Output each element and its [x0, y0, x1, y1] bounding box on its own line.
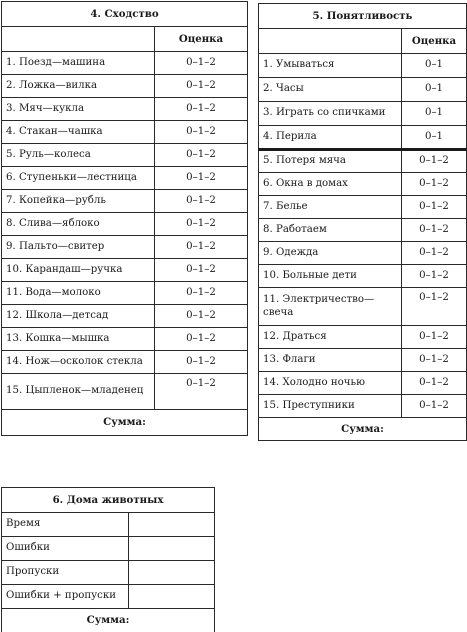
- item-score: 0–1–2: [155, 282, 248, 305]
- item-label: Ошибки + пропуски: [2, 585, 129, 609]
- item-score: 0–1–2: [402, 173, 467, 196]
- item-label: 4. Перила: [259, 126, 402, 150]
- sum-row: Сумма:: [259, 418, 467, 441]
- table-row: [259, 349, 467, 372]
- table-row: [2, 561, 215, 585]
- table-row: [259, 395, 467, 418]
- item-label: 14. Нож—осколок стекла: [2, 351, 155, 374]
- table-row: [2, 513, 215, 537]
- item-score: 0–1–2: [155, 259, 248, 282]
- item-score: 0–1–2: [155, 52, 248, 75]
- item-score: 0–1–2: [402, 326, 467, 349]
- table-row: [2, 328, 248, 351]
- table-row: [2, 75, 248, 98]
- sum-row: Сумма:: [2, 410, 248, 436]
- item-score: 0–1–2: [402, 349, 467, 372]
- table-row: [2, 190, 248, 213]
- table-row: [2, 305, 248, 328]
- table-row: [2, 259, 248, 282]
- item-score: 0–1–2: [402, 395, 467, 418]
- table-row: [2, 144, 248, 167]
- table-row: [259, 288, 467, 326]
- item-label: 6. Ступеньки—лестница: [2, 167, 155, 190]
- sum-row: Сумма:: [2, 609, 215, 632]
- item-label: Пропуски: [2, 561, 129, 585]
- item-label: 10. Карандаш—ручка: [2, 259, 155, 282]
- item-value: [129, 537, 215, 561]
- item-value: [129, 513, 215, 537]
- table-row: [259, 102, 467, 126]
- item-label: 12. Драться: [259, 326, 402, 349]
- table-row: [2, 537, 215, 561]
- table-row: [259, 78, 467, 102]
- item-score: 0–1–2: [155, 374, 248, 410]
- score-header: Оценка: [155, 27, 248, 52]
- table-row: [259, 150, 467, 173]
- table-row: [2, 236, 248, 259]
- item-score: 0–1–2: [155, 351, 248, 374]
- item-score: 0–1–2: [155, 213, 248, 236]
- item-label: 9. Одежда: [259, 242, 402, 265]
- item-label: 13. Флаги: [259, 349, 402, 372]
- item-label: 11. Электричество—свеча: [259, 288, 402, 326]
- item-score: 0–1–2: [155, 190, 248, 213]
- table-title: 4. Сходство: [2, 2, 248, 27]
- item-label: 8. Работаем: [259, 219, 402, 242]
- table-row: [259, 54, 467, 78]
- item-label: 4. Стакан—чашка: [2, 121, 155, 144]
- item-score: 0–1–2: [402, 265, 467, 288]
- item-label: 7. Белье: [259, 196, 402, 219]
- item-score: 0–1–2: [155, 98, 248, 121]
- table-row: [2, 121, 248, 144]
- item-value: [129, 561, 215, 585]
- item-score: 0–1–2: [402, 372, 467, 395]
- item-score: 0–1–2: [155, 121, 248, 144]
- table-row: [259, 126, 467, 150]
- item-label: 1. Поезд—машина: [2, 52, 155, 75]
- item-score: 0–1–2: [402, 242, 467, 265]
- table-title: 5. Понятливость: [259, 4, 467, 29]
- item-label: 6. Окна в домах: [259, 173, 402, 196]
- item-score: 0–1–2: [402, 196, 467, 219]
- item-label: 3. Мяч—кукла: [2, 98, 155, 121]
- item-score: 0–1–2: [402, 219, 467, 242]
- item-label: 5. Руль—колеса: [2, 144, 155, 167]
- item-score: 0–1–2: [155, 75, 248, 98]
- table-row: [259, 196, 467, 219]
- item-score: 0–1–2: [402, 150, 467, 173]
- item-label: 10. Больные дети: [259, 265, 402, 288]
- item-label: 3. Играть со спичками: [259, 102, 402, 126]
- table-row: [259, 242, 467, 265]
- table-row: [259, 265, 467, 288]
- item-label: 9. Пальто—свитер: [2, 236, 155, 259]
- item-label: 12. Школа—детсад: [2, 305, 155, 328]
- table-row: [259, 326, 467, 349]
- item-label: 1. Умываться: [259, 54, 402, 78]
- similarity-table: [1, 1, 248, 436]
- item-label: 7. Копейка—рубль: [2, 190, 155, 213]
- item-score: 0–1: [402, 54, 467, 78]
- table-row: [2, 213, 248, 236]
- table-row: [2, 52, 248, 75]
- item-label: 11. Вода—молоко: [2, 282, 155, 305]
- table-row: [2, 282, 248, 305]
- item-label: 14. Холодно ночью: [259, 372, 402, 395]
- table-row: [2, 167, 248, 190]
- item-score: 0–1–2: [155, 328, 248, 351]
- item-score: 0–1: [402, 78, 467, 102]
- score-header: Оценка: [402, 29, 467, 54]
- table-row: [259, 219, 467, 242]
- item-score: 0–1: [402, 102, 467, 126]
- item-label: 2. Ложка—вилка: [2, 75, 155, 98]
- item-label: 13. Кошка—мышка: [2, 328, 155, 351]
- table-title: 6. Дома животных: [2, 488, 215, 513]
- item-score: 0–1: [402, 126, 467, 150]
- table-row: [2, 351, 248, 374]
- item-score: 0–1–2: [155, 236, 248, 259]
- table-row: [2, 585, 215, 609]
- item-label: 15. Цыпленок—младенец: [2, 374, 155, 410]
- table-row: [2, 98, 248, 121]
- item-score: 0–1–2: [155, 167, 248, 190]
- item-label: 8. Слива—яблоко: [2, 213, 155, 236]
- header-empty-cell: [2, 27, 155, 52]
- table-row: [259, 173, 467, 196]
- item-label: Время: [2, 513, 129, 537]
- item-score: 0–1–2: [402, 288, 467, 326]
- item-score: 0–1–2: [155, 305, 248, 328]
- animal-houses-table: [1, 487, 215, 632]
- item-label: 15. Преступники: [259, 395, 402, 418]
- comprehension-table: [258, 3, 467, 441]
- item-label: Ошибки: [2, 537, 129, 561]
- table-row: [259, 372, 467, 395]
- item-label: 5. Потеря мяча: [259, 150, 402, 173]
- item-value: [129, 585, 215, 609]
- item-label: 2. Часы: [259, 78, 402, 102]
- item-score: 0–1–2: [155, 144, 248, 167]
- header-empty-cell: [259, 29, 402, 54]
- table-row: [2, 374, 248, 410]
